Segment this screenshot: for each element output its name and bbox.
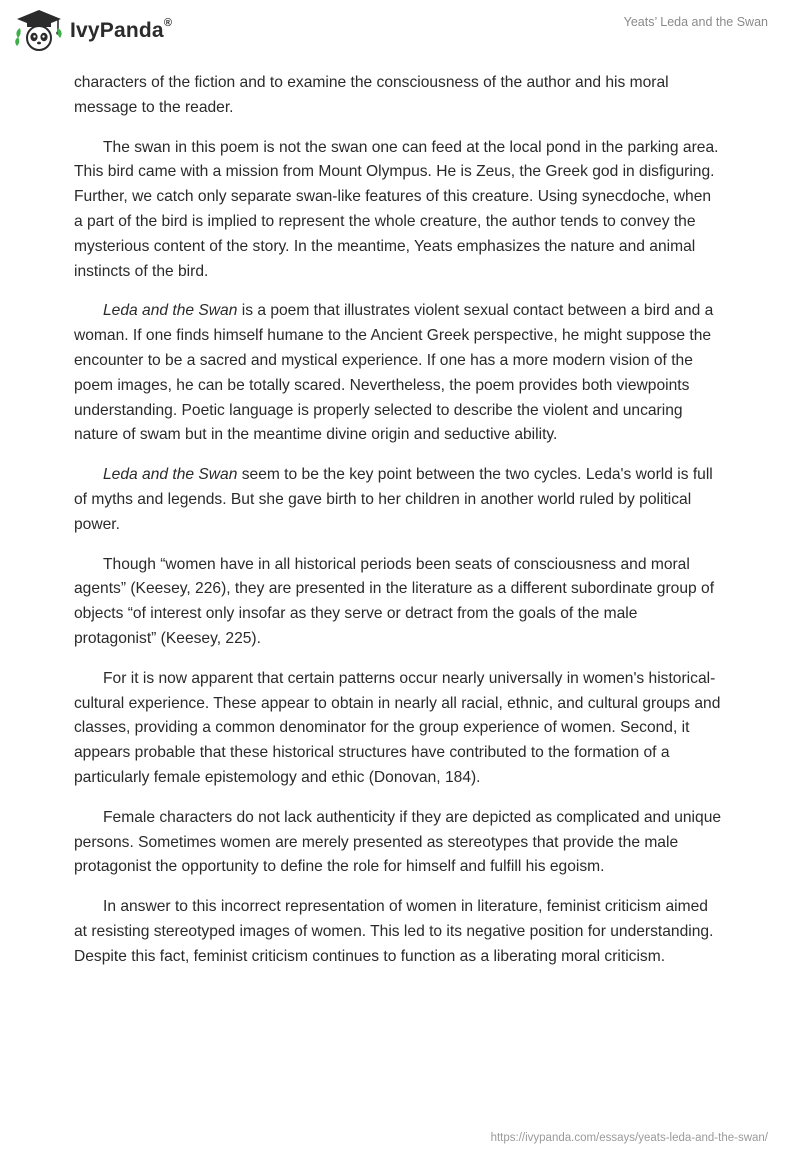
paragraph-text: is a poem that illustrates violent sexual contact between a bird and a woman. If one finds himself humane to the Ancient Greek perspective, he might suppose the encounter to be a sacred and mystical experience. If one has a more modern vision of the poem images, he can be totally scared. Nevertheless, the poem provides both viewpoints understanding. Poetic language is properly selected to describe the violent and uncaring nature of swam but in the meantime divine origin and seductive ability. bbox=[74, 302, 714, 444]
page-header bbox=[0, 0, 800, 66]
source-url-link[interactable]: https://ivypanda.com/essays/yeats-leda-and-the-swan/ bbox=[490, 1132, 768, 1144]
paragraph-text: For it is now apparent that certain patterns occur nearly universally in women's historical-cultural experience. These appear to obtain in nearly all racial, ethnic, and cultural groups and classes, providing a common denominator for the group experience of women. Second, it appears probable that these historical structures have contributed to the formation of a particularly female epistemology and ethic (Donovan, 184). bbox=[74, 669, 721, 786]
paragraph-4 bbox=[74, 463, 724, 537]
paragraph-2 bbox=[74, 136, 724, 285]
panda-graduate-icon bbox=[14, 8, 64, 52]
paragraph-text: The swan in this poem is not the swan one can feed at the local pond in the parking area. This bird came with a mission from Mount Olympus. He is Zeus, the Greek god in disfiguring. Further, we catch only separate swan-like features of this creature. Using synecdoche, when a part of the bird is implied to represent the whole creature, the author tends to convey the mysterious content of the story. In the meantime, Yeats emphasizes the nature and animal instincts of the bird. bbox=[74, 138, 719, 280]
paragraph-text: In answer to this incorrect representation of women in literature, feminist criticism aimed at resisting stereotyped images of women. This led to its negative position for understanding. Despite this fact, feminist criticism continues to function as a liberating moral criticism. bbox=[74, 898, 714, 965]
paragraph-8 bbox=[74, 895, 724, 969]
paragraph-text: Female characters do not lack authenticity if they are depicted as complicated and unique persons. Sometimes women are merely presented as stereotypes that provide the male protagonist the opportunity to define the role for himself and fulfill his egoism. bbox=[74, 808, 722, 876]
paragraph-6 bbox=[74, 667, 724, 791]
paragraph-text: Though “women have in all historical periods been seats of consciousness and moral agents” (Keesey, 226), they are presented in the literature as a different subordinate group of objects “of interest only insofar as they serve or detract from the goals of the male protagonist” (Keesey, 225). bbox=[74, 555, 715, 647]
logo-wordmark bbox=[70, 19, 172, 43]
paragraph-text: seem to be the key point between the two cycles. Leda's world is full of myths and legends. But she gave birth to her children in another world ruled by political power. bbox=[74, 466, 713, 533]
paragraph-3 bbox=[74, 299, 724, 448]
poem-title-italic: Leda and the Swan bbox=[103, 302, 238, 320]
ivypanda-logo[interactable] bbox=[14, 8, 172, 52]
essay-body bbox=[74, 71, 724, 985]
paragraph-1 bbox=[74, 71, 724, 121]
registered-mark: ® bbox=[163, 17, 173, 29]
logo-name: IvyPanda bbox=[70, 19, 164, 42]
paragraph-7 bbox=[74, 806, 724, 880]
poem-title-italic: Leda and the Swan bbox=[103, 466, 238, 484]
paragraph-5 bbox=[74, 553, 724, 652]
running-title: Yeats’ Leda and the Swan bbox=[623, 15, 768, 29]
paragraph-text: characters of the fiction and to examine the consciousness of the author and his moral message to the reader. bbox=[74, 74, 669, 116]
